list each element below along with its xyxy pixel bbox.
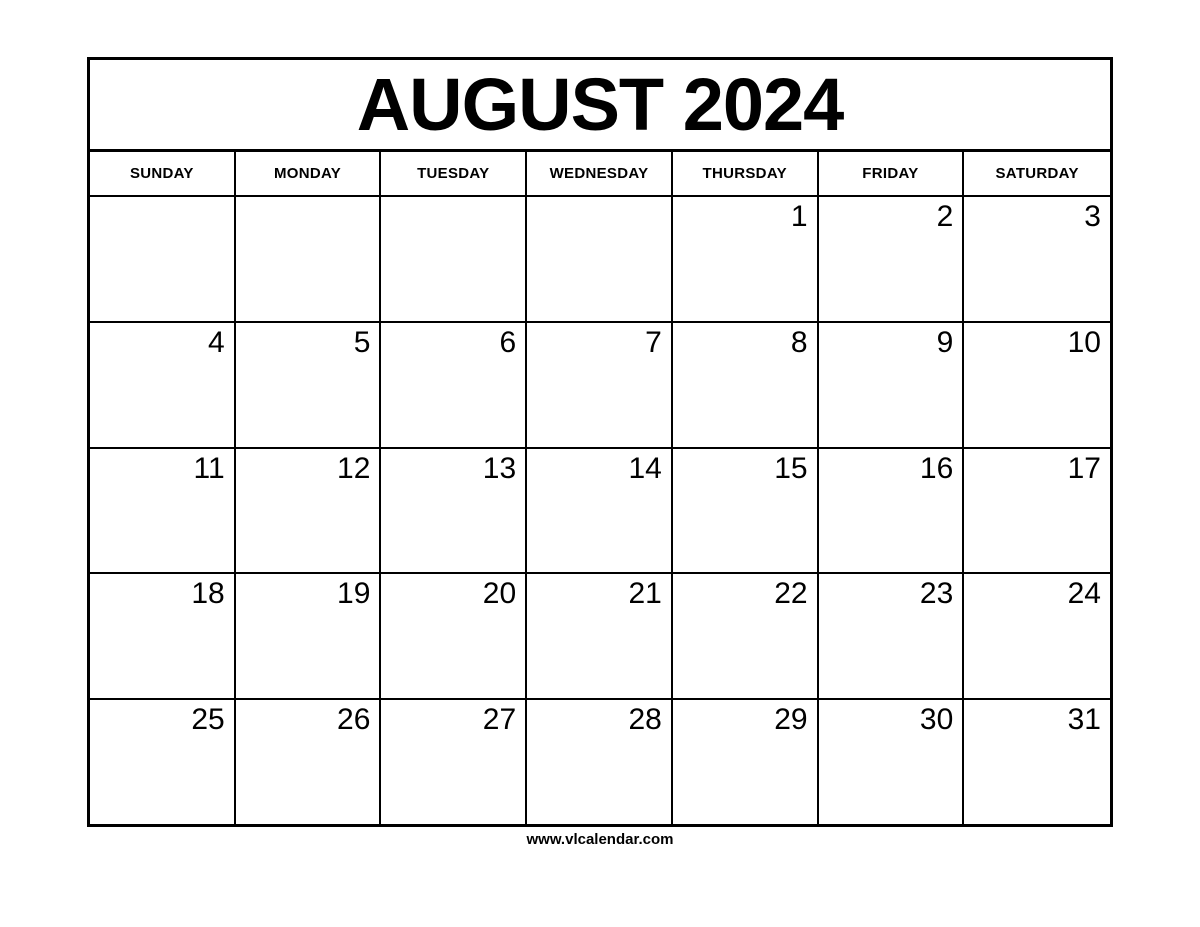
date-number: 9	[936, 325, 954, 359]
day-cell-aug-16	[819, 449, 965, 573]
day-cell-aug-2	[819, 197, 965, 321]
day-header-wednesday: WEDNESDAY	[527, 152, 673, 195]
date-number: 1	[790, 200, 808, 233]
day-cell-aug-23	[819, 574, 965, 698]
day-cell-aug-20	[381, 574, 527, 698]
day-cell-aug-24	[964, 574, 1110, 698]
day-cell-empty	[90, 197, 236, 321]
calendar	[87, 57, 1113, 827]
day-header-saturday: SATURDAY	[995, 165, 1079, 182]
day-cell-empty	[236, 197, 382, 321]
calendar-title: AUGUST 2024	[356, 62, 844, 146]
date-number: 26	[337, 703, 371, 737]
day-cell-aug-26	[236, 700, 382, 824]
day-cell-aug-5	[236, 323, 382, 447]
day-cell-aug-3	[964, 197, 1110, 321]
day-cell-aug-21	[527, 574, 673, 698]
date-number: 12	[337, 451, 371, 485]
day-cell-aug-9	[819, 323, 965, 447]
date-number: 22	[774, 577, 808, 611]
date-number: 2	[936, 200, 954, 233]
day-cell-empty	[381, 197, 527, 321]
day-cell-aug-14	[527, 449, 673, 573]
date-number: 4	[208, 325, 225, 359]
week-row-1	[90, 197, 1110, 323]
date-number: 20	[482, 577, 517, 611]
day-cell-aug-12	[236, 449, 382, 573]
week-row-4	[90, 574, 1110, 700]
date-number: 29	[774, 703, 808, 737]
date-number: 7	[645, 325, 662, 359]
day-header-monday: MONDAY	[236, 152, 382, 195]
day-cell-aug-7	[527, 323, 673, 447]
date-number: 30	[919, 703, 954, 737]
day-cell-aug-8	[673, 323, 819, 447]
date-number: 3	[1084, 200, 1101, 233]
week-row-5	[90, 700, 1110, 824]
day-cell-aug-17	[964, 449, 1110, 573]
date-number: 25	[191, 703, 225, 737]
day-header-sunday: SUNDAY	[90, 152, 236, 195]
day-cell-aug-22	[673, 574, 819, 698]
day-cell-aug-28	[527, 700, 673, 824]
day-cell-aug-19	[236, 574, 382, 698]
date-number: 5	[353, 325, 371, 359]
date-number: 21	[628, 577, 662, 611]
date-number: 14	[628, 451, 662, 485]
day-cell-empty	[527, 197, 673, 321]
day-cell-aug-18	[90, 574, 236, 698]
date-number: 11	[193, 451, 225, 485]
date-number: 27	[482, 703, 517, 737]
week-row-3	[90, 449, 1110, 575]
date-number: 23	[919, 577, 954, 611]
day-header-row	[90, 152, 1110, 197]
date-number: 10	[1067, 325, 1101, 359]
day-cell-aug-27	[381, 700, 527, 824]
day-cell-aug-13	[381, 449, 527, 573]
day-header-thursday: THURSDAY	[673, 152, 819, 195]
day-cell-aug-1	[673, 197, 819, 321]
date-number: 19	[337, 577, 371, 611]
date-number: 31	[1067, 703, 1101, 737]
day-cell-aug-31	[964, 700, 1110, 824]
day-header-friday: FRIDAY	[819, 152, 965, 195]
date-number: 6	[499, 325, 517, 359]
date-number: 17	[1067, 451, 1101, 485]
week-row-2	[90, 323, 1110, 449]
date-number: 24	[1067, 577, 1101, 611]
day-cell-aug-15	[673, 449, 819, 573]
calendar-title-box	[90, 60, 1110, 152]
date-number: 8	[790, 325, 808, 359]
site-url-label: www.vlcalendar.com	[526, 831, 674, 848]
date-number: 16	[919, 451, 954, 485]
date-number: 18	[191, 577, 225, 611]
day-cell-aug-29	[673, 700, 819, 824]
day-cell-aug-30	[819, 700, 965, 824]
day-cell-aug-6	[381, 323, 527, 447]
day-cell-aug-10	[964, 323, 1110, 447]
date-number: 13	[482, 451, 517, 485]
date-number: 28	[628, 703, 662, 737]
day-header-tuesday: TUESDAY	[381, 152, 527, 195]
date-number: 15	[774, 451, 808, 485]
day-cell-aug-11	[90, 449, 236, 573]
day-cell-aug-4	[90, 323, 236, 447]
day-cell-aug-25	[90, 700, 236, 824]
